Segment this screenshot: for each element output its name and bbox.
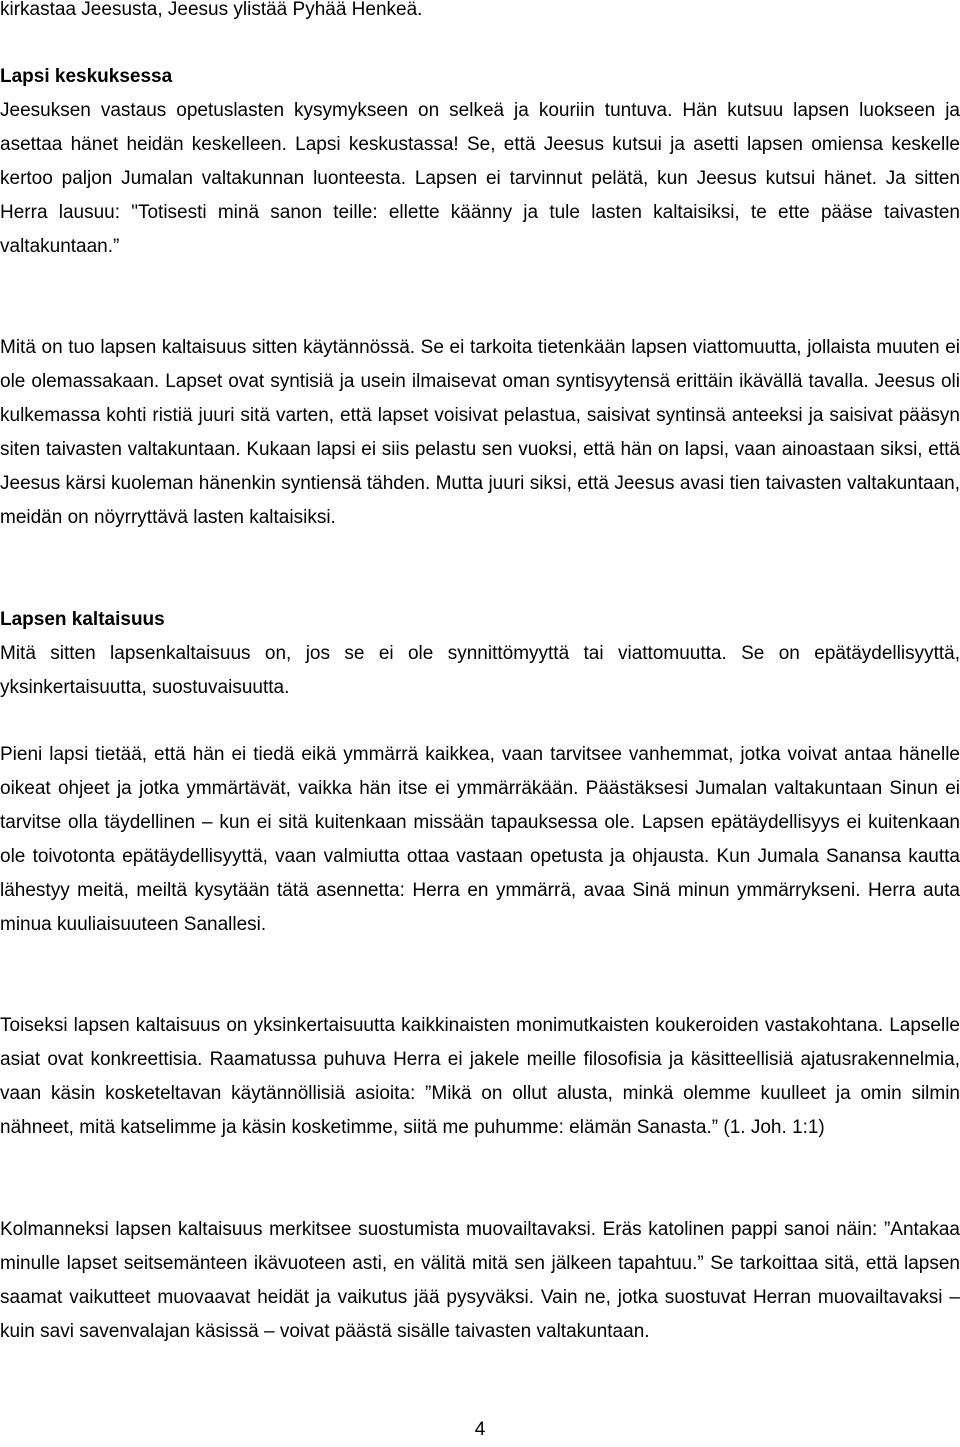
paragraph-block — [0, 1213, 960, 1349]
section-heading: Lapsen kaltaisuus — [0, 609, 165, 630]
section-lapsen-kaltaisuus — [0, 603, 960, 705]
paragraph: Pieni lapsi tietää, että hän ei tiedä eikä ymmärrä kaikkea, vaan tarvitsee vanhemmat, jotka voivat antaa hänelle oikeat ohjeet ja jotka ymmärtävät, vaikka hän itse ei ymmärräkään. Päästäksesi Jumalan valtakuntaan Sinun ei tarvitse olla täydellinen – kun ei sitä kuitenkaan missään tapauksessa ole. Lapsen epätäydellisyys ei kuitenkaan ole toivotonta epätäydellisyyttä, vaan valmiutta ottaa vastaan opetusta ja ohjausta. Kun Jumala Sanansa kautta lähestyy meitä, meiltä kysytään tätä asennetta: Herra en ymmärrä, avaa Sinä minun ymmärrykseni. Herra auta minua kuuliaisuuteen Sanallesi. — [0, 744, 960, 935]
top-line: kirkastaa Jeesusta, Jeesus ylistää Pyhää Henkeä. — [0, 0, 423, 20]
paragraph-block — [0, 738, 960, 942]
section-heading: Lapsi keskuksessa — [0, 66, 173, 87]
paragraph: Mitä on tuo lapsen kaltaisuus sitten käytännössä. Se ei tarkoita tietenkään lapsen viattomuutta, jollaista muuten ei ole olemassakaan. Lapset ovat syntisiä ja usein ilmaisevat oman syntisyytensä erittäin ikävällä tavalla. Jeesus oli kulkemassa kohti ristiä juuri sitä varten, että lapset voisivat pelastua, saisivat syntinsä anteeksi ja saisivat pääsyn siten taivasten valtakuntaan. Kukaan lapsi ei siis pelastu sen vuoksi, että hän on lapsi, vaan ainoastaan siksi, että Jeesus kärsi kuoleman hänenkin syntiensä tähden. Mutta juuri siksi, että Jeesus avasi tien taivasten valtakuntaan, meidän on nöyrryttävä lasten kaltaisiksi. — [0, 337, 960, 528]
section-lapsi-keskuksessa — [0, 60, 960, 264]
paragraph: Mitä sitten lapsenkaltaisuus on, jos se ei ole synnittömyyttä tai viattomuutta. Se on epätäydellisyyttä, yksinkertaisuutta, suostuvaisuutta. — [0, 643, 960, 698]
page-number: 4 — [474, 1419, 486, 1440]
paragraph: Jeesuksen vastaus opetuslasten kysymykseen on selkeä ja kouriin tuntuva. Hän kutsuu lapsen luokseen ja asettaa hänet heidän keskelleen. Lapsi keskustassa! Se, että Jeesus kutsui ja asetti lapsen omiensa keskelle kertoo paljon Jumalan valtakunnan luonteesta. Lapsen ei tarvinnut pelätä, kun Jeesus kutsui hänet. Ja sitten Herra lausuu: "Totisesti minä sanon teille: ellette käänny ja tule lasten kaltaisiksi, te ette pääse taivasten valtakuntaan.” — [0, 100, 960, 257]
section-lapsi-keskuksessa-continued — [0, 331, 960, 535]
paragraph: Toiseksi lapsen kaltaisuus on yksinkertaisuutta kaikkinaisten monimutkaisten koukeroiden vastakohtana. Lapselle asiat ovat konkreettisia. Raamatussa puhuva Herra ei jakele meille filosofisia ja käsitteellisiä ajatusrakennelmia, vaan käsin kosketeltavan käytännöllisiä asioita: ”Mikä on ollut alusta, minkä olemme kuulleet ja omin silmin nähneet, mitä katselimme ja käsin kosketimme, siitä me puhumme: elämän Sanasta.” (1. Joh. 1:1) — [0, 1015, 960, 1138]
top-line-block — [0, 0, 960, 27]
paragraph-block — [0, 1009, 960, 1145]
paragraph: Kolmanneksi lapsen kaltaisuus merkitsee suostumista muovailtavaksi. Eräs katolinen pappi sanoi näin: ”Antakaa minulle lapset seitsemänteen ikävuoteen asti, en välitä mitä sen jälkeen tapahtuu.” Se tarkoittaa sitä, että lapsen saamat vaikutteet muovaavat heidät ja vaikutus jää pysyväksi. Vain ne, jotka suostuvat Herran muovailtavaksi – kuin savi savenvalajan käsissä – voivat päästä sisälle taivasten valtakuntaan. — [0, 1219, 960, 1342]
